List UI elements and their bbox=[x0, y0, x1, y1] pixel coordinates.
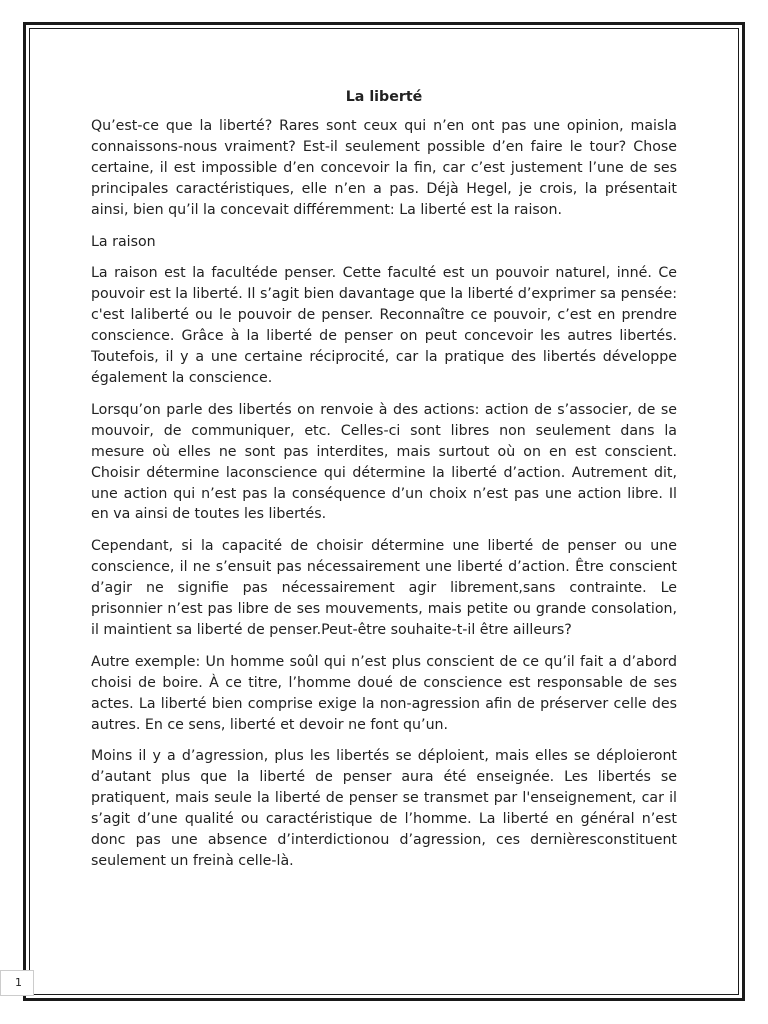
paragraph-4: Cependant, si la capacité de choisir détermine une liberté de penser ou une conscience, il ne s’ensuit pas nécessairement une liberté d’action. Être conscient d’agir ne signifie pas nécessairement agir librement,sans contrainte. Le prisonnier n’est pas libre de ses mouvements, mais petite ou grande consolation, il maintient sa liberté de penser.Peut-être souhaite-t-il être ailleurs? bbox=[91, 538, 677, 638]
paragraph-3: Lorsqu’on parle des libertés on renvoie à des actions: action de s’associer, de se mouvoir, de communiquer, etc. Celles-ci sont libres non seulement dans la mesure où elles ne sont pas interdites, mais surtout où on en est conscient. Choisir détermine laconscience qui détermine la liberté d’action. Autrement dit, une action qui n’est pas la conséquence d’un choix n’est pas une action libre. Il en va ainsi de toutes les libertés. bbox=[91, 401, 677, 523]
page-number: 1 bbox=[0, 970, 34, 996]
paragraph-1: Qu’est-ce que la liberté? Rares sont ceux qui n’en ont pas une opinion, maisla connaissons-nous vraiment? Est-il seulement possible d’en faire le tour? Chose certaine, il est impossible d’en concevoir la fin, car c’est justement l’une de ses principales caractéristiques, elle n’en a pas. Déjà Hegel, je crois, la présentait ainsi, bien qu’il la concevait différemment: La liberté est la raison. bbox=[91, 118, 677, 218]
document-title: La liberté bbox=[345, 89, 423, 105]
section-heading-la-raison: La raison bbox=[91, 233, 156, 250]
paragraph-5: Autre exemple: Un homme soûl qui n’est plus conscient de ce qu’il fait a d’abord choisi de boire. À ce titre, l’homme doué de conscience est responsable de ses actes. La liberté bien comprise exige la non-agression afin de préserver celle des autres. En ce sens, liberté et devoir ne font qu’un. bbox=[91, 653, 677, 733]
document-body bbox=[91, 87, 677, 883]
paragraph-6: Moins il y a d’agression, plus les libertés se déploient, mais elles se déploieront d’autant plus que la liberté de penser aura été enseignée. Les libertés se pratiquent, mais seule la liberté de penser se transmet par l'enseignement, car il s’agit d’une qualité ou caractéristique de l’homme. La liberté en général n’est donc pas une absence d’interdictionou d’agression, ces dernièresconstituent seulement un freinà celle-là. bbox=[91, 748, 677, 869]
paragraph-2: La raison est la facultéde penser. Cette faculté est un pouvoir naturel, inné. Ce pouvoir est la liberté. Il s’agit bien davantage que la liberté d’exprimer sa pensée: c'est laliberté ou le pouvoir de penser. Reconnaître ce pouvoir, c’est en prendre conscience. Grâce à la liberté de penser on peut concevoir les autres libertés. Toutefois, il y a une certaine réciprocité, car la pratique des libertés développe également la conscience. bbox=[91, 265, 677, 386]
